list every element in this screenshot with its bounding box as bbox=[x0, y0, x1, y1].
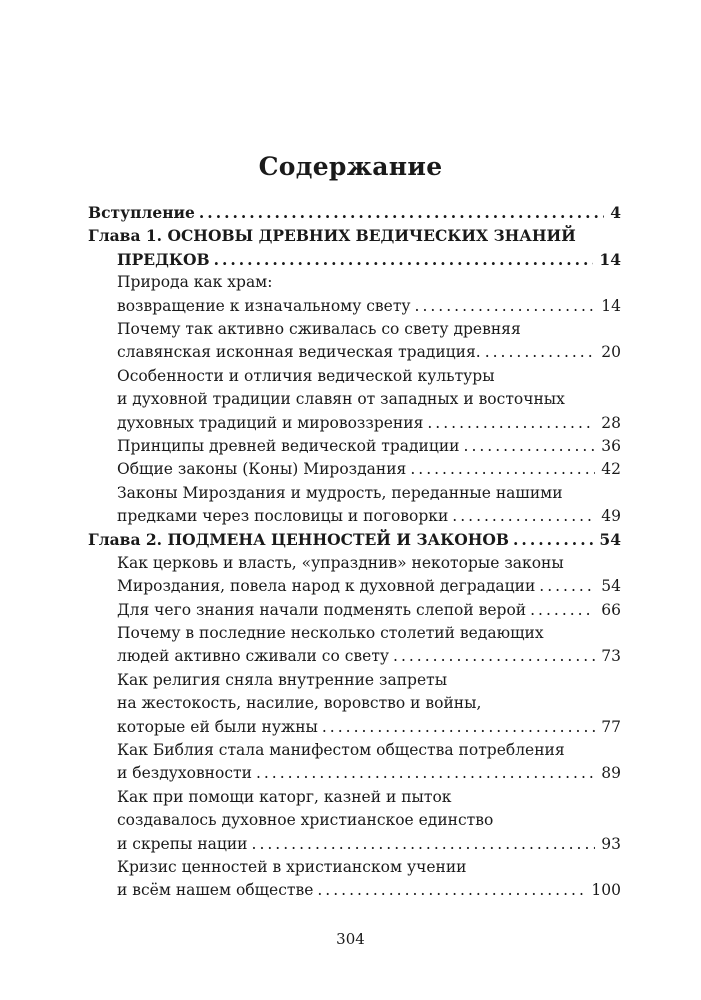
toc-line bbox=[88, 297, 621, 320]
toc-section-entry bbox=[88, 273, 621, 320]
toc-entry-text: которые ей были нужны bbox=[117, 717, 318, 736]
dot-leader bbox=[410, 460, 595, 478]
toc-entry-text: Глава 2. ПОДМЕНА ЦЕННОСТЕЙ И ЗАКОНОВ bbox=[88, 530, 510, 550]
toc-line bbox=[88, 671, 621, 694]
toc-line bbox=[88, 437, 621, 460]
toc-chapter-entry bbox=[88, 203, 621, 226]
toc-entry-text: Мироздания, повела народ к духовной деградации bbox=[117, 577, 536, 596]
toc-page-number: 89 bbox=[601, 764, 621, 783]
toc-page-number: 20 bbox=[601, 343, 621, 362]
toc-page-number: 36 bbox=[601, 436, 621, 455]
toc-entry-text: предками через пословицы и поговорки bbox=[117, 507, 449, 526]
toc-line bbox=[88, 835, 621, 858]
dot-leader bbox=[485, 343, 596, 361]
toc-page-number: 54 bbox=[599, 530, 621, 550]
toc-page-number: 14 bbox=[599, 249, 621, 269]
dot-leader bbox=[452, 507, 595, 525]
toc-line bbox=[88, 484, 621, 507]
toc-line bbox=[88, 507, 621, 530]
toc-line bbox=[88, 858, 621, 881]
toc-section-entry bbox=[88, 367, 621, 437]
toc-section-entry bbox=[88, 484, 621, 531]
toc-entry-text: духовных традиций и мировоззрения bbox=[117, 413, 424, 432]
dot-leader bbox=[322, 718, 595, 736]
toc-entry-text: Принципы древней ведической традиции bbox=[117, 436, 460, 455]
toc-page-number: 28 bbox=[601, 413, 621, 432]
toc-section-entry bbox=[88, 788, 621, 858]
toc-chapter-entry bbox=[88, 530, 621, 553]
toc-page-number: 14 bbox=[601, 296, 621, 315]
dot-leader bbox=[513, 530, 593, 549]
toc-page-number: 77 bbox=[601, 717, 621, 736]
toc-entry-text: Законы Мироздания и мудрость, переданные нашими bbox=[117, 483, 563, 502]
toc-entry-text: Как религия сняла внутренние запреты bbox=[117, 670, 448, 689]
toc-line bbox=[88, 390, 621, 413]
toc-entry-text: Общие законы (Коны) Мироздания bbox=[117, 460, 407, 479]
dot-leader bbox=[199, 203, 604, 222]
toc-page-number: 4 bbox=[610, 203, 621, 222]
toc-page-number: 93 bbox=[601, 834, 621, 853]
dot-leader bbox=[415, 297, 596, 315]
page-title: Содержание bbox=[258, 152, 443, 181]
toc-entry-text: ПРЕДКОВ bbox=[117, 249, 210, 269]
toc-line bbox=[88, 764, 621, 787]
page-number: 304 bbox=[336, 930, 365, 948]
toc-line bbox=[88, 273, 621, 296]
toc-line bbox=[88, 414, 621, 437]
toc-entry-text: и всём нашем обществе bbox=[117, 881, 314, 900]
toc-page-number: 100 bbox=[591, 881, 621, 900]
toc-entry-text: Природа как храм: bbox=[117, 273, 273, 292]
toc-line bbox=[88, 788, 621, 811]
toc-line bbox=[88, 460, 621, 483]
toc-entry-text: людей активно сживали со свету bbox=[117, 647, 390, 666]
dot-leader bbox=[317, 881, 585, 899]
toc-section-entry bbox=[88, 741, 621, 788]
toc-entry-text: Как Библия стала манифестом общества потребления bbox=[117, 740, 565, 759]
toc-section-entry bbox=[88, 858, 621, 905]
dot-leader bbox=[252, 835, 596, 853]
toc-line bbox=[88, 694, 621, 717]
toc-entry-text: на жестокость, насилие, воровство и войны, bbox=[117, 694, 482, 713]
toc-line bbox=[88, 811, 621, 834]
toc-line bbox=[88, 226, 621, 249]
toc-line bbox=[88, 718, 621, 741]
toc-section-entry bbox=[88, 554, 621, 601]
toc-section-entry bbox=[88, 671, 621, 741]
toc-section-entry bbox=[88, 460, 621, 483]
toc-chapter-entry bbox=[88, 226, 621, 273]
table-of-contents bbox=[88, 203, 621, 905]
toc-page-number: 73 bbox=[601, 647, 621, 666]
toc-entry-text: Особенности и отличия ведической культуры bbox=[117, 366, 495, 385]
toc-entry-text: Глава 1. ОСНОВЫ ДРЕВНИХ ВЕДИЧЕСКИХ ЗНАНИЙ bbox=[88, 226, 576, 246]
toc-section-entry bbox=[88, 320, 621, 367]
dot-leader bbox=[393, 647, 595, 665]
dot-leader bbox=[427, 414, 595, 432]
toc-line bbox=[88, 343, 621, 366]
dot-leader bbox=[464, 437, 596, 455]
toc-entry-text: и бездуховности bbox=[117, 764, 252, 783]
toc-entry-text: Для чего знания начали подменять слепой верой bbox=[117, 600, 527, 619]
toc-entry-text: создавалось духовное христианское единство bbox=[117, 811, 494, 830]
dot-leader bbox=[256, 764, 595, 782]
toc-page-number: 54 bbox=[601, 577, 621, 596]
toc-line bbox=[88, 250, 621, 273]
toc-line bbox=[88, 881, 621, 904]
toc-entry-text: Как церковь и власть, «упразднив» некоторые законы bbox=[117, 553, 564, 572]
dot-leader bbox=[530, 601, 595, 619]
toc-line bbox=[88, 367, 621, 390]
dot-leader bbox=[539, 577, 595, 595]
toc-line bbox=[88, 554, 621, 577]
toc-page-number: 42 bbox=[601, 460, 621, 479]
toc-line bbox=[88, 320, 621, 343]
toc-entry-text: и духовной традиции славян от западных и восточных bbox=[117, 390, 565, 409]
toc-section-entry bbox=[88, 624, 621, 671]
toc-line bbox=[88, 601, 621, 624]
toc-entry-text: Кризис ценностей в христианском учении bbox=[117, 857, 467, 876]
toc-line bbox=[88, 577, 621, 600]
toc-section-entry bbox=[88, 437, 621, 460]
toc-entry-text: и скрепы нации bbox=[117, 834, 248, 853]
toc-entry-text: Вступление bbox=[88, 203, 195, 222]
toc-entry-text: возвращение к изначальному свету bbox=[117, 296, 411, 315]
toc-entry-text: славянская исконная ведическая традиция. bbox=[117, 343, 481, 362]
toc-line bbox=[88, 624, 621, 647]
toc-line bbox=[88, 530, 621, 553]
toc-page-number: 66 bbox=[601, 600, 621, 619]
toc-entry-text: Как при помощи каторг, казней и пыток bbox=[117, 787, 452, 806]
toc-entry-text: Почему в последние несколько столетий ведающих bbox=[117, 624, 544, 643]
toc-line bbox=[88, 203, 621, 226]
toc-entry-text: Почему так активно сживалась со свету древняя bbox=[117, 319, 521, 338]
toc-line bbox=[88, 647, 621, 670]
toc-page-number: 49 bbox=[601, 507, 621, 526]
toc-section-entry bbox=[88, 601, 621, 624]
toc-line bbox=[88, 741, 621, 764]
dot-leader bbox=[214, 250, 594, 269]
